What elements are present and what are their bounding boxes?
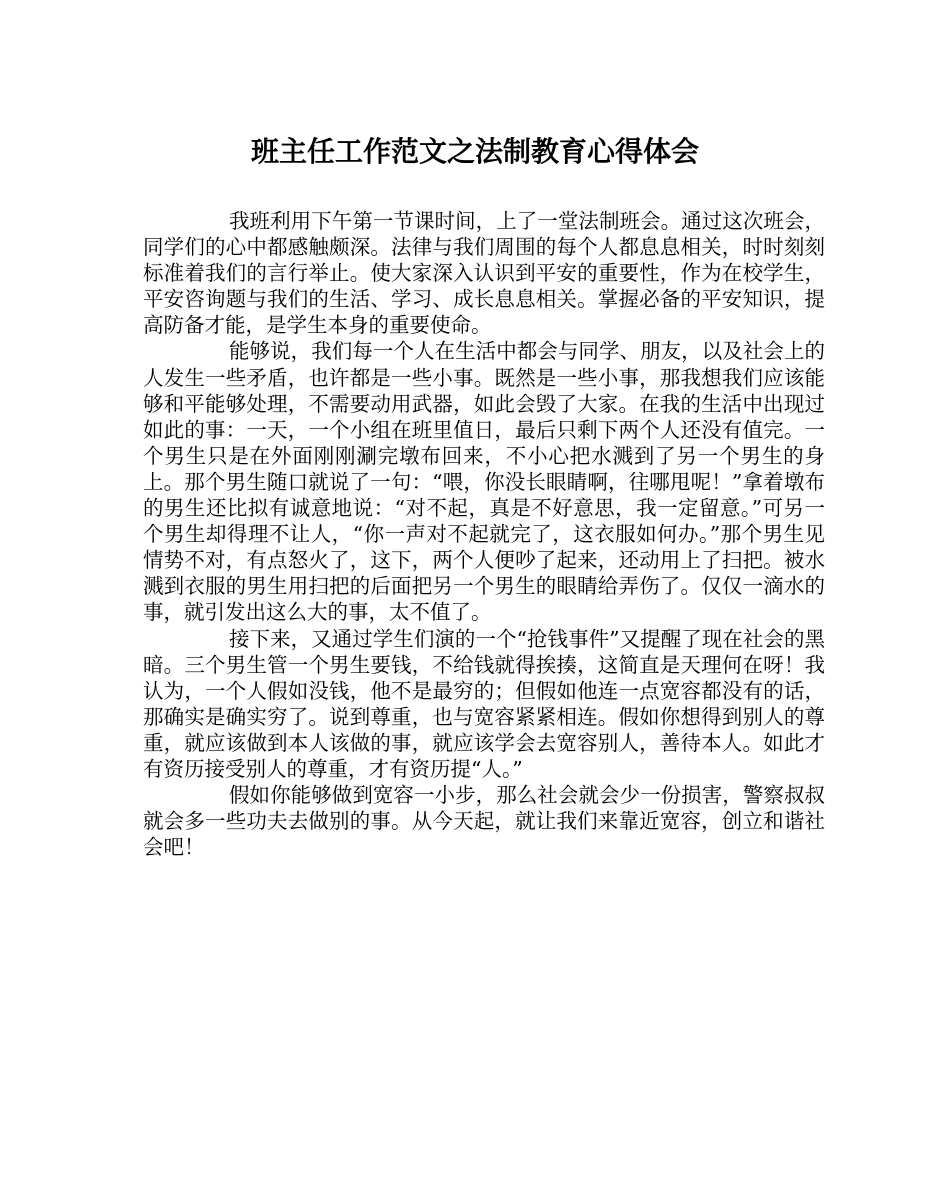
body-paragraph-3: 接下来，又通过学生们演的一个“抢钱事件”又提醒了现在社会的黑暗。三个男生管一个男生要钱，不给钱就得挨揍，这简直是天理何在呀！我认为，一个人假如没钱，他不是最穷的；但假如他连一点宽容都没有的话，那确实是确实穷了。说到尊重，也与宽容紧紧相连。假如你想得到别人的尊重，就应该做到本人该做的事，就应该学会去宽容别人，善待本人。如此才有资历接受别人的尊重，才有资历提“人。” — [143, 626, 825, 781]
document-body — [143, 208, 825, 860]
document-title: 班主任工作范文之法制教育心得体会 — [250, 135, 699, 168]
body-paragraph-4: 假如你能够做到宽容一小步，那么社会就会少一份损害，警察叔叔就会多一些功夫去做别的事。从今天起，就让我们来靠近宽容，创立和谐社会吧！ — [143, 783, 825, 860]
body-paragraph-2: 能够说，我们每一个人在生活中都会与同学、朋友，以及社会上的人发生一些矛盾，也许都是一些小事。既然是一些小事，那我想我们应该能够和平能够处理，不需要动用武器，如此会毁了大家。在我的生活中出现过如此的事：一天，一个小组在班里值日，最后只剩下两个人还没有值完。一个男生只是在外面刚刚涮完墩布回来，不小心把水溅到了另一个男生的身上。那个男生随口就说了一句：“喂，你没长眼睛啊，往哪甩呢！”拿着墩布的男生还比拟有诚意地说：“对不起，真是不好意思，我一定留意。”可另一个男生却得理不让人，“你一声对不起就完了，这衣服如何办。”那个男生见情势不对，有点怒火了，这下，两个人便吵了起来，还动用上了扫把。被水溅到衣服的男生用扫把的后面把另一个男生的眼睛给弄伤了。仅仅一滴水的事，就引发出这么大的事，太不值了。 — [143, 339, 825, 625]
body-paragraph-1: 我班利用下午第一节课时间，上了一堂法制班会。通过这次班会，同学们的心中都感触颇深。法律与我们周围的每个人都息息相关，时时刻刻标准着我们的言行举止。使大家深入认识到平安的重要性，作为在校学生，平安咨询题与我们的生活、学习、成长息息相关。掌握必备的平安知识，提高防备才能，是学生本身的重要使命。 — [143, 209, 825, 338]
